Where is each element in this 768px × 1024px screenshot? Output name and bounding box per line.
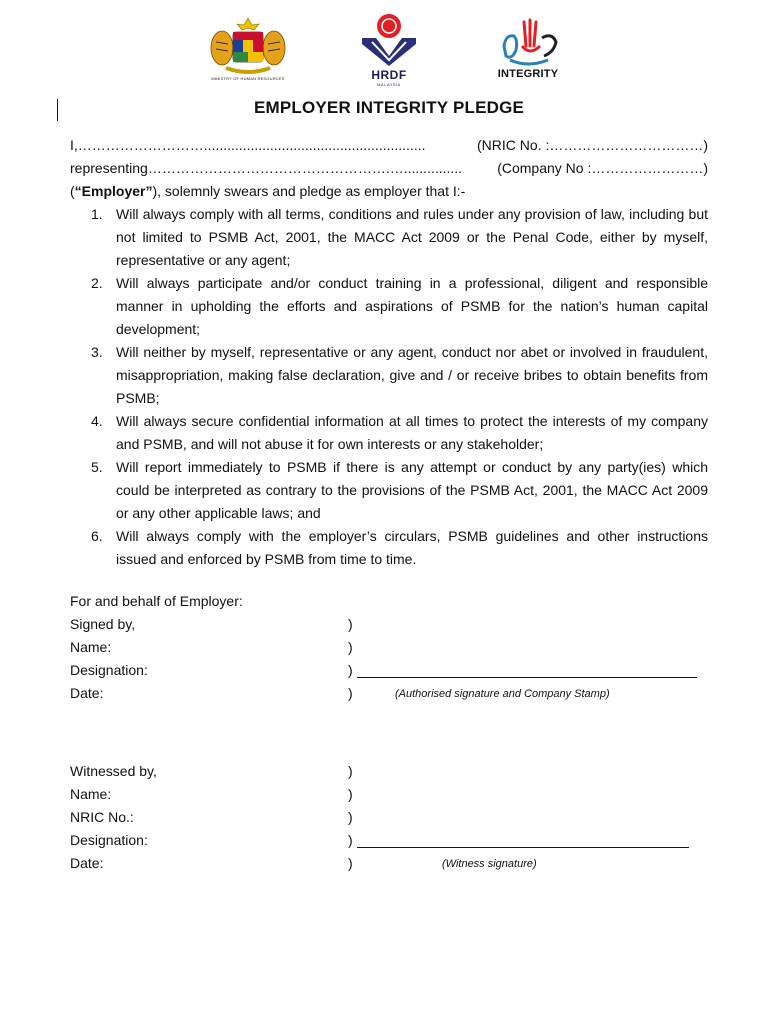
witness-name-row: Name: ) xyxy=(70,786,353,802)
integrity-wordmark: INTEGRITY xyxy=(497,68,559,80)
ministry-caption: MINISTRY OF HUMAN RESOURCES xyxy=(211,76,285,81)
pledge-item: 1. Will always comply with all terms, conditions and rules under any provision of law, including but not limited to PSMB Act, 2001, the MACC Act 2009 or the Penal Code, either by myself, representative or any agent; xyxy=(91,206,708,268)
hrdf-emblem-icon xyxy=(358,12,420,68)
employer-signature-line[interactable] xyxy=(357,677,697,678)
ministry-coat-of-arms-logo xyxy=(206,16,290,84)
witness-signature-caption: (Witness signature) xyxy=(442,858,537,870)
hrdf-logo xyxy=(358,12,420,88)
pledge-item: 5. Will report immediately to PSMB if there is any attempt or conduct by any party(ies) which could be interpreted as contrary to the provisions of the PSMB Act, 2001, the MACC Act 2009 or any other applicable laws; and xyxy=(91,459,708,521)
company-no-blank-field[interactable]: (Company No :……………………) xyxy=(497,160,708,176)
pledge-item: 2. Will always participate and/or conduct training in a professional, diligent and responsible manner in upholding the efforts and aspirations of PSMB for the nation’s human capital development; xyxy=(91,275,708,337)
pledge-item: 3. Will neither by myself, representative or any agent, conduct nor abet or involved in fraudulent, misappropriation, making false declaration, give and / or receive bribes to obtain benefits from PSMB; xyxy=(91,344,708,406)
document-title: EMPLOYER INTEGRITY PLEDGE xyxy=(253,98,525,117)
employer-name-row: Name: ) xyxy=(70,639,353,655)
employer-heading: For and behalf of Employer: xyxy=(70,593,243,609)
intro-line-name xyxy=(70,134,708,157)
representing-blank-field[interactable]: representing…………………………………………….…............... xyxy=(70,160,463,176)
hrdf-wordmark: HRDF xyxy=(371,68,407,82)
intro-line-company xyxy=(70,157,708,180)
pledge-list xyxy=(70,203,708,571)
employer-term: “Employer” xyxy=(74,183,153,199)
pledge-item: 4. Will always secure confidential information at all times to protect the interests of my company and PSMB, and will not abuse it for own interests or any stakeholder; xyxy=(91,413,708,452)
intro-line-employer: (“Employer”), solemnly swears and pledge as employer that I:- xyxy=(70,183,466,199)
employer-date-row: Date: ) xyxy=(70,685,353,701)
employer-designation-row: Designation: ) xyxy=(70,662,353,678)
name-blank-field[interactable]: I,………………………......................................................... xyxy=(70,137,426,153)
employer-signature-block xyxy=(70,590,708,720)
nric-blank-field[interactable]: (NRIC No. :……………………………) xyxy=(477,137,708,153)
witness-signature-block xyxy=(70,760,708,880)
witness-signature-line[interactable] xyxy=(357,847,689,848)
witness-date-row: Date: ) xyxy=(70,855,353,871)
hrdf-subtext: MALAYSIA xyxy=(377,82,401,87)
integrity-logo xyxy=(496,16,560,82)
witnessed-by-row: Witnessed by, ) xyxy=(70,763,353,779)
employer-signature-caption: (Authorised signature and Company Stamp) xyxy=(395,688,610,700)
coat-of-arms-icon xyxy=(206,16,290,76)
integrity-hands-icon xyxy=(496,16,560,68)
signed-by-row: Signed by, ) xyxy=(70,616,353,632)
witness-nric-row: NRIC No.: ) xyxy=(70,809,353,825)
pledge-item: 6. Will always comply with the employer’s circulars, PSMB guidelines and other instructions issued and enforced by PSMB from time to time. xyxy=(91,528,708,567)
intro-section xyxy=(70,134,708,203)
witness-designation-row: Designation: ) xyxy=(70,832,353,848)
